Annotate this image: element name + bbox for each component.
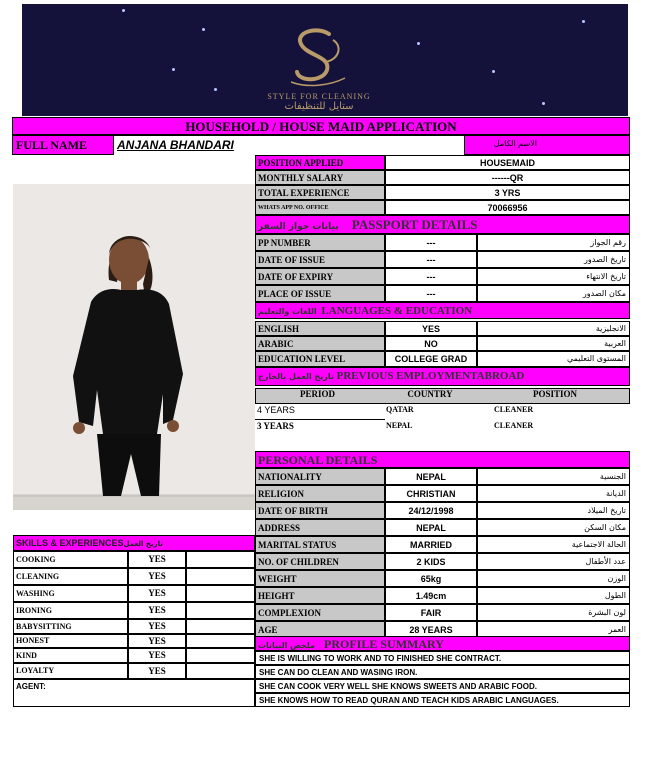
pp-number-label-ar: رقم الجواز (477, 234, 630, 251)
skill-blank-cell (186, 568, 255, 585)
expiry-date-value: --- (385, 268, 477, 285)
skill-blank-cell (186, 602, 255, 619)
personal-row-label: COMPLEXION (255, 604, 385, 621)
personal-row-label-ar: الجنسية (477, 468, 630, 485)
brand-name-en: STYLE FOR CLEANING (267, 92, 371, 101)
personal-row-value: MARRIED (385, 536, 477, 553)
skill-blank-cell (186, 634, 255, 648)
full-name-label: FULL NAME (16, 138, 88, 152)
personal-row-label-ar: العمر (477, 621, 630, 638)
personal-row-label: NO. OF CHILDREN (255, 553, 385, 570)
personal-row-label: RELIGION (255, 485, 385, 502)
personal-row-value: 1.49cm (385, 587, 477, 604)
employment-row-2-country: NEPAL (386, 421, 413, 430)
skill-value: YES (128, 634, 186, 648)
skill-blank-cell (186, 551, 255, 568)
company-logo-icon (277, 26, 357, 90)
languages-section-header (255, 302, 630, 319)
issue-date-label: DATE OF ISSUE (255, 251, 385, 268)
salary-value: ------QR (385, 170, 630, 185)
profile-line-2: SHE CAN DO CLEAN AND WASING IRON. (255, 665, 630, 679)
pp-number-value: --- (385, 234, 477, 251)
personal-row-label-ar: الديانة (477, 485, 630, 502)
personal-row-value: 28 YEARS (385, 621, 477, 638)
skill-label: IRONING (13, 602, 128, 619)
education-value: COLLEGE GRAD (385, 351, 477, 367)
employment-col-period: PERIOD (299, 389, 335, 399)
agent-box (13, 679, 255, 707)
employment-title: PREVIOUS EMPLOYMENTABROAD (336, 370, 525, 382)
skill-blank-cell (186, 585, 255, 602)
personal-row-label-ar: تاريخ الميلاد (477, 502, 630, 519)
skill-value: YES (128, 602, 186, 619)
issue-date-label-ar: تاريخ الصدور (477, 251, 630, 268)
personal-row-label-ar: لون البشرة (477, 604, 630, 621)
profile-line-3: SHE CAN COOK VERY WELL SHE KNOWS SWEETS AND ARABIC FOOD. (255, 679, 630, 693)
skill-value: YES (128, 551, 186, 568)
personal-row-label: DATE OF BIRTH (255, 502, 385, 519)
skill-blank-cell (186, 619, 255, 634)
agent-label: AGENT: (16, 682, 46, 691)
profile-line-4: SHE KNOWS HOW TO READ QURAN AND TEACH KIDS ARABIC LANGUAGES. (255, 693, 630, 707)
experience-label: TOTAL EXPERIENCE (255, 185, 385, 200)
personal-row-label: ADDRESS (255, 519, 385, 536)
position-label: POSITION APPLIED (255, 155, 385, 170)
personal-row-value: NEPAL (385, 468, 477, 485)
personal-section-header (255, 451, 630, 468)
employment-title-ar: تاريخ العمل بالخارج (258, 372, 334, 381)
personal-row-label-ar: الحالة الاجتماعية (477, 536, 630, 553)
full-name-label-ar: الاسم الكامل (493, 139, 537, 148)
english-value: YES (385, 321, 477, 336)
english-label-ar: الانجليزية (477, 321, 630, 336)
full-name-row (12, 135, 630, 155)
skill-label: COOKING (13, 551, 128, 568)
skill-value: YES (128, 568, 186, 585)
employment-row-2-position: CLEANER (494, 421, 534, 430)
arabic-label: ARABIC (255, 336, 385, 351)
skill-label: BABYSITTING (13, 619, 128, 634)
personal-row-value: FAIR (385, 604, 477, 621)
profile-line-1: SHE IS WILLING TO WORK AND TO FINISHED SHE CONTRACT. (255, 651, 630, 665)
languages-title: LANGUAGES & EDUCATION (321, 305, 473, 317)
personal-row-value: 65kg (385, 570, 477, 587)
whatsapp-label: WHATS APP NO. OFFICE (255, 200, 385, 215)
employment-col-position: POSITION (532, 389, 577, 399)
issue-date-value: --- (385, 251, 477, 268)
expiry-date-label-ar: تاريخ الانتهاء (477, 268, 630, 285)
languages-title-ar: اللغات والتعليم (258, 307, 317, 316)
english-label: ENGLISH (255, 321, 385, 336)
salary-label: MONTHLY SALARY (255, 170, 385, 185)
skill-value: YES (128, 619, 186, 634)
position-value: HOUSEMAID (385, 155, 630, 170)
employment-section-header (255, 367, 630, 386)
employment-row-1-country: QATAR (386, 405, 414, 414)
brand-name-ar: ستايل للتنظيفات (284, 101, 354, 112)
skill-label: KIND (13, 648, 128, 663)
experience-value: 3 YRS (385, 185, 630, 200)
expiry-date-label: DATE OF EXPIRY (255, 268, 385, 285)
personal-title: PERSONAL DETAILS (258, 453, 378, 467)
employment-row-2-period: 3 YEARS (257, 421, 294, 431)
skill-blank-cell (186, 663, 255, 679)
header-banner (22, 4, 628, 116)
employment-row-1-period: 4 YEARS (257, 405, 295, 415)
skill-label: LOYALTY (13, 663, 128, 679)
personal-row-value: 2 KIDS (385, 553, 477, 570)
personal-row-label: HEIGHT (255, 587, 385, 604)
employment-row-1-position: CLEANER (494, 405, 534, 414)
skill-value: YES (128, 663, 186, 679)
personal-row-label: WEIGHT (255, 570, 385, 587)
personal-row-value: CHRISTIAN (385, 485, 477, 502)
passport-section-header (255, 215, 630, 234)
skill-blank-cell (186, 648, 255, 663)
personal-row-label-ar: مكان السكن (477, 519, 630, 536)
form-title: HOUSEHOLD / HOUSE MAID APPLICATION (12, 117, 630, 135)
profile-title-ar: ملخص البيانات (258, 641, 316, 650)
place-of-issue-label-ar: مكان الصدور (477, 285, 630, 302)
personal-row-label-ar: الطول (477, 587, 630, 604)
personal-row-value: NEPAL (385, 519, 477, 536)
profile-section-header (255, 636, 630, 651)
pp-number-label: PP NUMBER (255, 234, 385, 251)
full-name-value: ANJANA BHANDARI (117, 138, 234, 152)
personal-row-label: MARITAL STATUS (255, 536, 385, 553)
skills-title-ar: تاريخ العمل (123, 540, 163, 548)
personal-row-label: AGE (255, 621, 385, 638)
employment-col-country: COUNTRY (407, 389, 453, 399)
skill-label: WASHING (13, 585, 128, 602)
skill-label: CLEANING (13, 568, 128, 585)
skill-label: HONEST (13, 634, 128, 648)
passport-title-ar: بيانات جواز السفر (258, 222, 339, 232)
skill-value: YES (128, 648, 186, 663)
education-label-ar: المستوى التعليمي (477, 351, 630, 367)
place-of-issue-label: PLACE OF ISSUE (255, 285, 385, 302)
arabic-label-ar: العربية (477, 336, 630, 351)
candidate-photo (13, 184, 255, 510)
personal-row-label: NATIONALITY (255, 468, 385, 485)
place-of-issue-value: --- (385, 285, 477, 302)
personal-row-value: 24/12/1998 (385, 502, 477, 519)
profile-title: PROFILE SUMMARY (324, 637, 444, 651)
skill-value: YES (128, 585, 186, 602)
education-label: EDUCATION LEVEL (255, 351, 385, 367)
whatsapp-value: 70066956 (385, 200, 630, 215)
skills-title: SKILLS & EXPERIENCES (16, 538, 124, 548)
skills-section-header (13, 535, 255, 551)
personal-row-label-ar: الوزن (477, 570, 630, 587)
personal-row-label-ar: عدد الأطفال (477, 553, 630, 570)
passport-title: PASSPORT DETAILS (351, 217, 478, 232)
arabic-value: NO (385, 336, 477, 351)
